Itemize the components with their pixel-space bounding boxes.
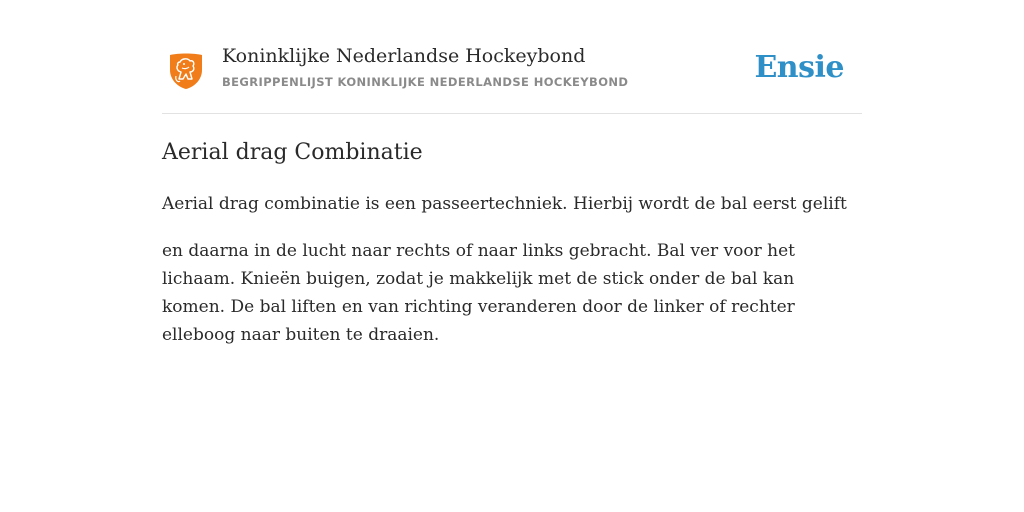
org-subtitle[interactable]: BEGRIPPENLIJST KONINKLIJKE NEDERLANDSE HOCKEYBOND <box>222 75 629 89</box>
page <box>162 0 862 349</box>
header <box>162 44 862 114</box>
term-paragraph-1: Aerial drag combinatie is een passeertechniek. Hierbij wordt de bal eerst gelift <box>162 194 847 214</box>
knhb-lion-logo-icon[interactable] <box>168 52 204 90</box>
ensie-brand-link[interactable]: Ensie <box>754 50 844 85</box>
term-paragraph-2: en daarna in de lucht naar rechts of naar links gebracht. Bal ver voor het lichaam. Knieën buigen, zodat je makkelijk met de stick onder de bal kan komen. De bal liften en van richting veranderen door de linker of rechter elleboog naar buiten te draaien. <box>162 241 796 345</box>
org-name[interactable]: Koninklijke Nederlandse Hockeybond <box>222 45 586 67</box>
term-title: Aerial drag Combinatie <box>162 140 423 165</box>
